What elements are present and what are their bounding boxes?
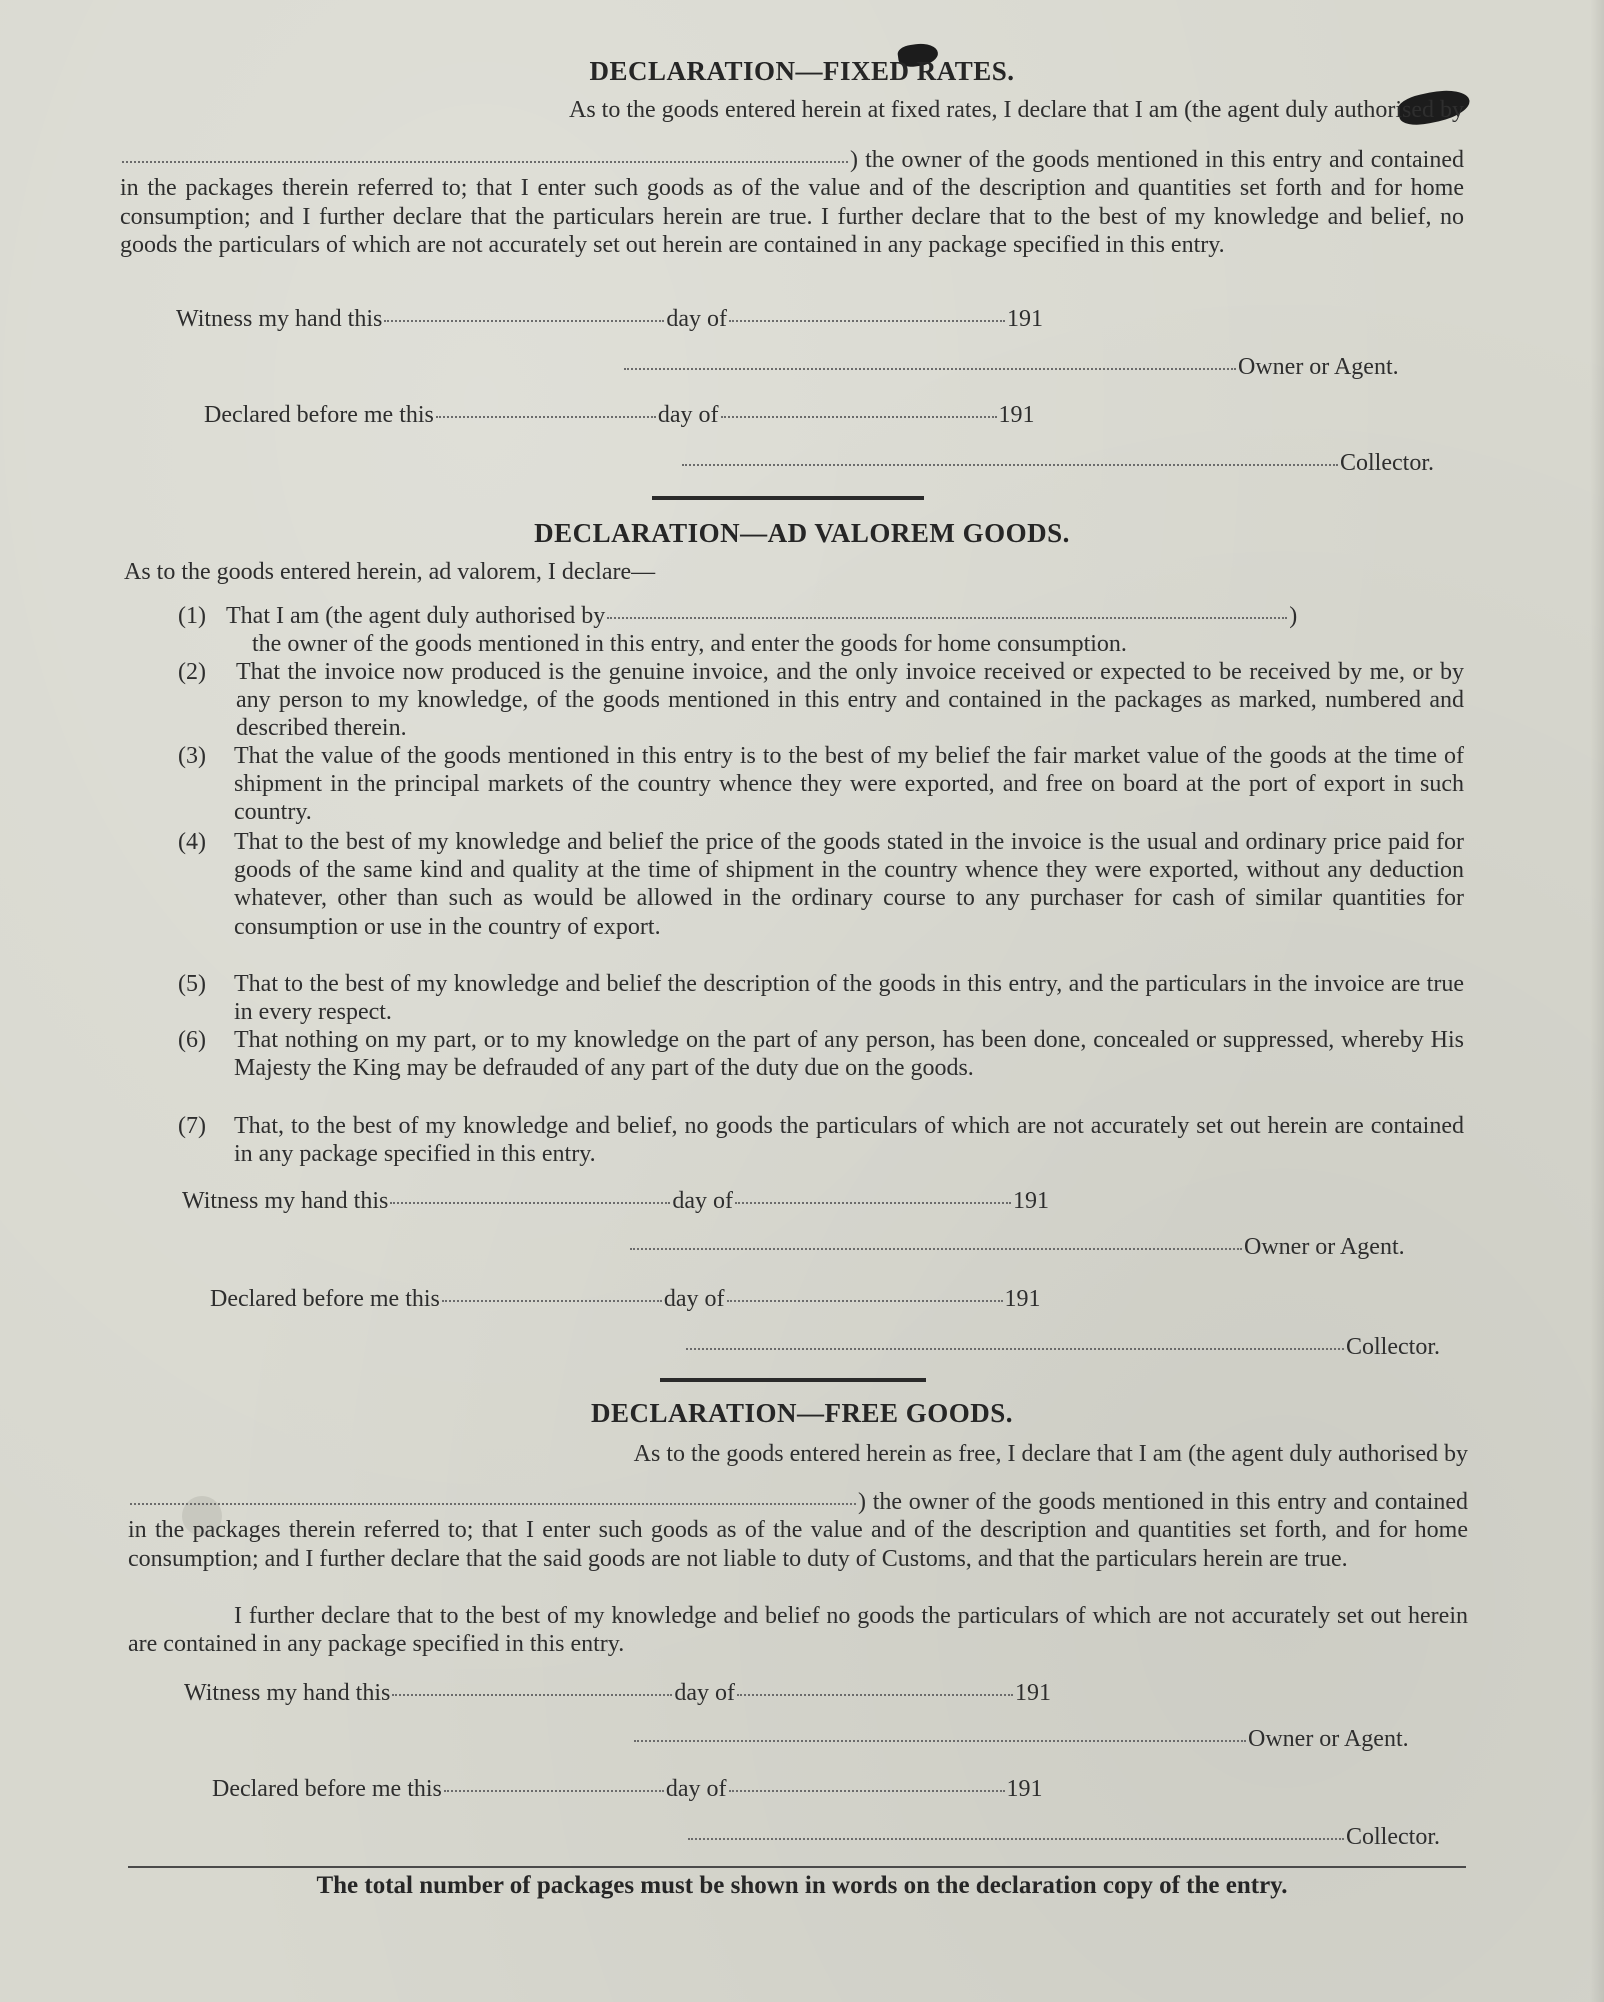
ad-valorem-heading: DECLARATION—AD VALOREM GOODS. bbox=[534, 518, 1070, 548]
item-number: (1) bbox=[178, 603, 206, 629]
day-of-label: day of bbox=[657, 402, 719, 428]
free-goods-heading: DECLARATION—FREE GOODS. bbox=[590, 1398, 1014, 1428]
ad-valorem-intro: As to the goods entered herein, ad valorem, I declare— bbox=[124, 559, 656, 585]
ad-valorem-item-5 bbox=[178, 970, 1464, 1026]
free-owner-signature bbox=[632, 1726, 1409, 1753]
item-1-first-line bbox=[226, 602, 1460, 630]
collector-signature-blank[interactable] bbox=[688, 1837, 1344, 1840]
declared-label: Declared before me this bbox=[210, 1286, 440, 1312]
witness-month-blank[interactable] bbox=[729, 319, 1005, 322]
item-number: (3) bbox=[178, 743, 206, 769]
page-edge-shadow bbox=[1590, 0, 1604, 2002]
agent-blank[interactable] bbox=[130, 1502, 856, 1505]
owner-signature-blank[interactable] bbox=[624, 367, 1236, 370]
ad-valorem-item-4 bbox=[178, 828, 1464, 941]
fixed-declared-row bbox=[204, 402, 1035, 429]
day-of-label: day of bbox=[666, 306, 728, 332]
ad-valorem-item-2 bbox=[178, 658, 1464, 743]
declared-label: Declared before me this bbox=[204, 402, 434, 428]
collector-label: Collector. bbox=[1346, 1824, 1440, 1850]
item-6-text: That nothing on my part, or to my knowledge on the part of any person, has been done, concealed or suppressed, whereby His Majesty the King may be defrauded of any part of the duty due on the goods. bbox=[234, 1027, 1464, 1082]
free-witness-row bbox=[184, 1680, 1051, 1707]
ad-valorem-owner-signature bbox=[628, 1234, 1405, 1261]
item-number: (5) bbox=[178, 971, 206, 997]
footer-rule bbox=[128, 1866, 1466, 1868]
item-4-text: That to the best of my knowledge and belief the price of the goods stated in the invoice is the usual and ordinary price paid for goods of the same kind and quality at the time of shipment in the country whence they were exported, without any deduction whatever, other than such as would be allowed in the ordinary course to any purchaser for cash of similar quantities for consumption or use in the country of export. bbox=[234, 829, 1464, 940]
fixed-declaration-body bbox=[120, 146, 1464, 259]
item-1-text: the owner of the goods mentioned in this entry, and enter the goods for home consumption. bbox=[252, 631, 1127, 658]
collector-signature-blank[interactable] bbox=[686, 1347, 1344, 1350]
item-number: (2) bbox=[178, 659, 206, 685]
witness-day-blank[interactable] bbox=[384, 319, 664, 322]
day-of-label: day of bbox=[663, 1286, 725, 1312]
declared-day-blank[interactable] bbox=[436, 415, 656, 418]
item-number: (6) bbox=[178, 1027, 206, 1053]
item-1-close: ) bbox=[1289, 603, 1298, 629]
section-divider bbox=[660, 1378, 926, 1382]
fixed-body-text: ) the owner of the goods mentioned in this entry and contained in the packages therein referred to; that I enter such goods as of the value and of the description and quantities set forth and for home consumption; and I further declare that the particulars herein are true. I further declare that to the best of my knowledge and belief, no goods the particulars of which are not accurately set out herein are contained in any package specified in this entry. bbox=[120, 147, 1464, 258]
ad-valorem-item-1 bbox=[178, 602, 1464, 658]
fixed-witness-row bbox=[176, 306, 1043, 333]
witness-label: Witness my hand this bbox=[184, 1680, 391, 1706]
item-1-lead: That I am (the agent duly authorised by bbox=[226, 603, 606, 629]
day-of-label: day of bbox=[674, 1680, 736, 1706]
owner-label: Owner or Agent. bbox=[1238, 354, 1399, 380]
item-7-text: That, to the best of my knowledge and belief, no goods the particulars of which are not accurately set out herein are contained in any package specified in this entry. bbox=[234, 1113, 1464, 1168]
year-label: 191 bbox=[1013, 1188, 1050, 1214]
free-further-declaration: I further declare that to the best of my knowledge and belief no goods the particulars of which are not accurately set out herein are contained in any package specified in this entry. bbox=[128, 1603, 1468, 1658]
agent-blank[interactable] bbox=[122, 160, 848, 163]
declared-label: Declared before me this bbox=[212, 1776, 442, 1802]
declared-day-blank[interactable] bbox=[444, 1789, 664, 1792]
item-number: (4) bbox=[178, 829, 206, 855]
item-number: (7) bbox=[178, 1113, 206, 1139]
collector-label: Collector. bbox=[1346, 1334, 1440, 1360]
year-label: 191 bbox=[1015, 1680, 1052, 1706]
year-label: 191 bbox=[1007, 306, 1044, 332]
witness-month-blank[interactable] bbox=[737, 1693, 1013, 1696]
year-label: 191 bbox=[998, 402, 1035, 428]
declared-month-blank[interactable] bbox=[721, 415, 997, 418]
fixed-owner-signature bbox=[622, 354, 1399, 381]
free-body-text: ) the owner of the goods mentioned in this entry and contained in the packages therein referred to; that I enter such goods as of the value and of the description and quantities set forth, and for home consumption; and I further declare that the said goods are not liable to duty of Customs, and that the particulars herein are true. bbox=[128, 1489, 1468, 1572]
free-collector-signature bbox=[686, 1824, 1440, 1851]
witness-month-blank[interactable] bbox=[735, 1201, 1011, 1204]
free-intro-line: As to the goods entered herein as free, I declare that I am (the agent duly authorised by bbox=[633, 1441, 1468, 1467]
year-label: 191 bbox=[1004, 1286, 1041, 1312]
collector-signature-blank[interactable] bbox=[682, 463, 1338, 466]
footer-note: The total number of packages must be shown in words on the declaration copy of the entry. bbox=[316, 1872, 1288, 1899]
owner-label: Owner or Agent. bbox=[1248, 1726, 1409, 1752]
ad-valorem-declared-row bbox=[210, 1286, 1041, 1313]
owner-signature-blank[interactable] bbox=[630, 1247, 1242, 1250]
witness-day-blank[interactable] bbox=[392, 1693, 672, 1696]
item-3-text: That the value of the goods mentioned in this entry is to the best of my belief the fair market value of the goods at the time of shipment in the principal markets of the country whence they were exported, and free on board at the port of export in such country. bbox=[234, 743, 1464, 826]
section-divider bbox=[652, 496, 924, 500]
collector-label: Collector. bbox=[1340, 450, 1434, 476]
ad-valorem-collector-signature bbox=[684, 1334, 1440, 1361]
declared-day-blank[interactable] bbox=[442, 1299, 662, 1302]
item-5-text: That to the best of my knowledge and belief the description of the goods in this entry, and the particulars in the invoice are true in every respect. bbox=[234, 971, 1464, 1026]
owner-label: Owner or Agent. bbox=[1244, 1234, 1405, 1260]
fixed-collector-signature bbox=[680, 450, 1434, 477]
free-declaration-body bbox=[128, 1488, 1468, 1573]
year-label: 191 bbox=[1006, 1776, 1043, 1802]
witness-label: Witness my hand this bbox=[176, 306, 383, 332]
free-declared-row bbox=[212, 1776, 1043, 1803]
declared-month-blank[interactable] bbox=[729, 1789, 1005, 1792]
witness-day-blank[interactable] bbox=[390, 1201, 670, 1204]
agent-blank[interactable] bbox=[607, 616, 1287, 619]
fixed-intro-line: As to the goods entered herein at fixed rates, I declare that I am (the agent duly authorised by bbox=[568, 97, 1464, 123]
owner-signature-blank[interactable] bbox=[634, 1739, 1246, 1742]
item-2-text: That the invoice now produced is the genuine invoice, and the only invoice received or expected to be received by me, or by any person to my knowledge, of the goods mentioned in this entry and contained in the packages as marked, numbered and described therein. bbox=[236, 659, 1464, 742]
ad-valorem-item-3 bbox=[178, 742, 1464, 827]
ad-valorem-item-6 bbox=[178, 1026, 1464, 1082]
witness-label: Witness my hand this bbox=[182, 1188, 389, 1214]
fixed-rates-heading: DECLARATION—FIXED RATES. bbox=[589, 56, 1015, 86]
day-of-label: day of bbox=[672, 1188, 734, 1214]
day-of-label: day of bbox=[665, 1776, 727, 1802]
ad-valorem-item-7 bbox=[178, 1112, 1464, 1168]
ad-valorem-witness-row bbox=[182, 1188, 1049, 1215]
declared-month-blank[interactable] bbox=[727, 1299, 1003, 1302]
